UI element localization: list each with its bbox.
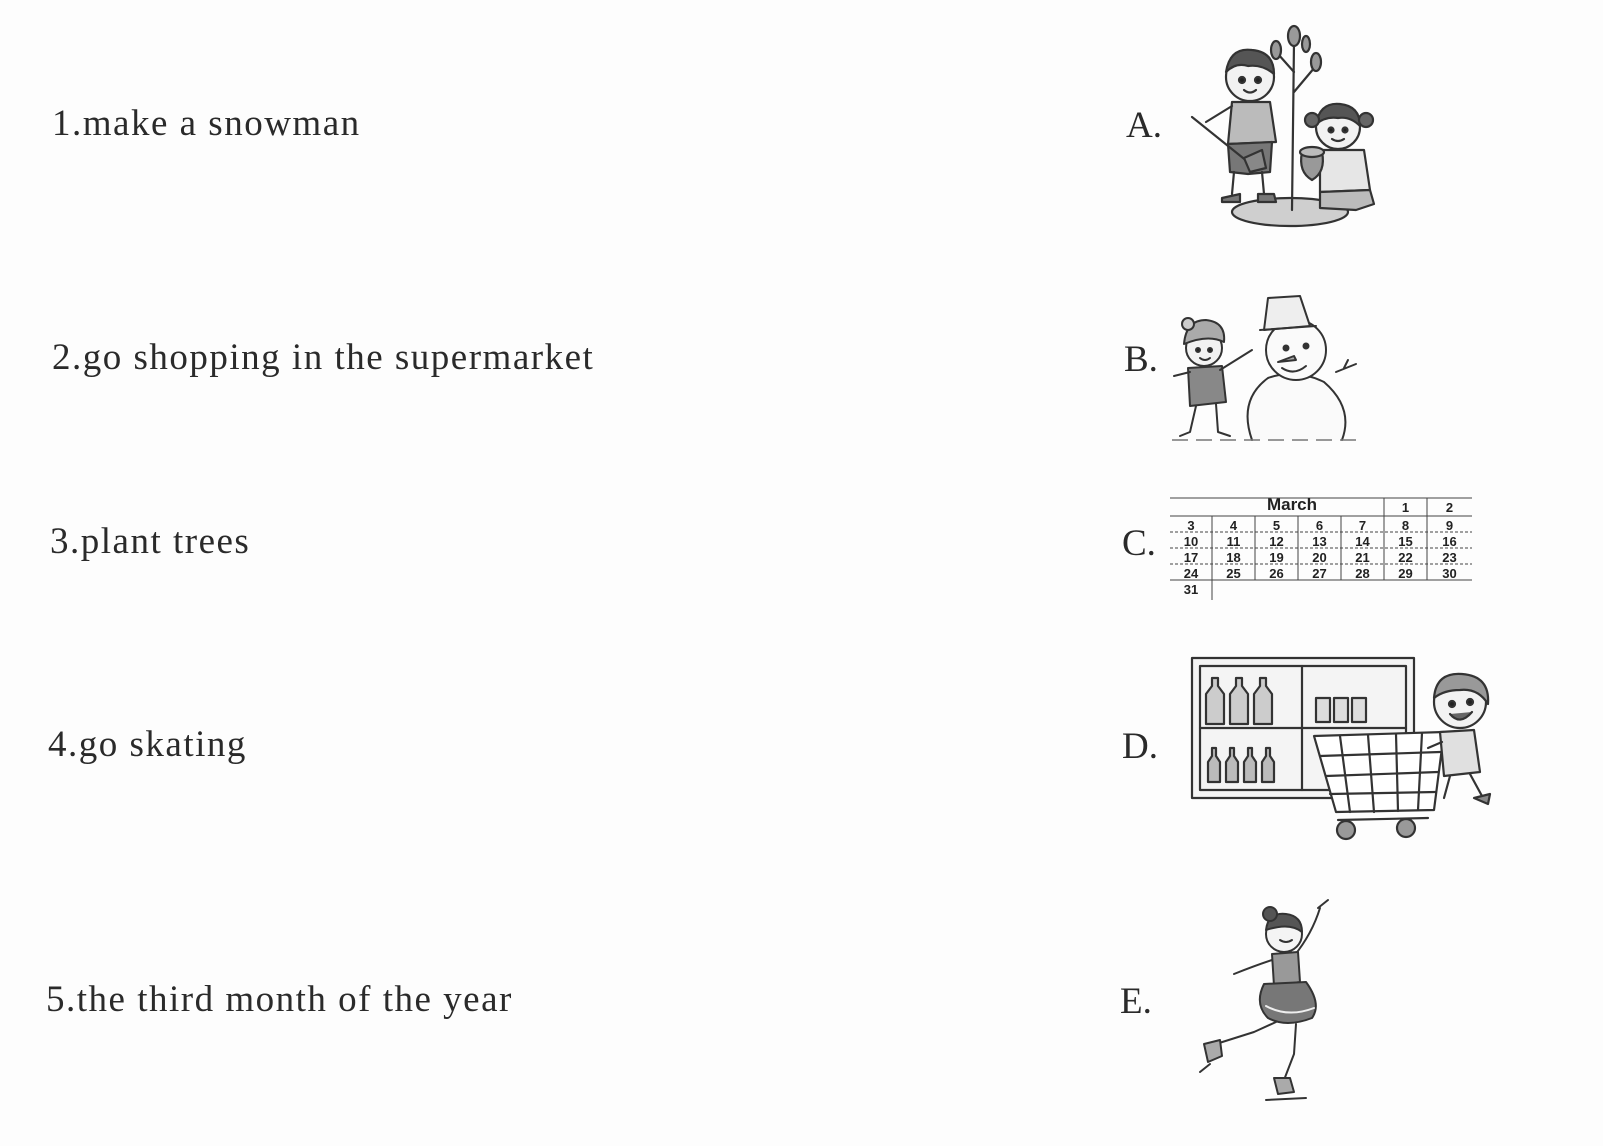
item-text: go skating	[78, 724, 247, 765]
calendar-day: 14	[1355, 534, 1370, 549]
calendar-day: 13	[1312, 534, 1327, 549]
snowman-illustration	[1168, 290, 1368, 450]
option-b-letter: B.	[1124, 339, 1158, 380]
calendar-day: 15	[1398, 534, 1413, 549]
item-1	[52, 102, 361, 145]
item-text: go shopping in the supermarket	[82, 337, 595, 378]
march-calendar	[1166, 490, 1476, 605]
item-number: 2.	[52, 337, 83, 378]
item-2	[52, 336, 594, 379]
calendar-day: 24	[1183, 566, 1199, 581]
calendar-day: 25	[1226, 566, 1241, 581]
item-number: 5.	[46, 979, 77, 1020]
calendar-month: March	[1266, 495, 1318, 514]
calendar-day: 30	[1442, 566, 1457, 581]
calendar-day: 8	[1401, 518, 1410, 533]
calendar-day: 21	[1355, 550, 1370, 565]
calendar-day: 17	[1183, 550, 1199, 565]
item-number: 4.	[48, 724, 79, 765]
calendar-day: 12	[1269, 534, 1284, 549]
calendar-day: 20	[1312, 550, 1327, 565]
calendar-day: 1	[1401, 500, 1410, 515]
item-5	[46, 978, 513, 1021]
calendar-day: 2	[1445, 500, 1454, 515]
calendar-day: 6	[1315, 518, 1324, 533]
calendar-day: 10	[1183, 534, 1199, 549]
option-d-letter: D.	[1122, 726, 1158, 767]
calendar-day: 18	[1226, 550, 1241, 565]
calendar-day: 4	[1229, 518, 1238, 533]
item-number: 3.	[50, 521, 81, 562]
calendar-day: 27	[1312, 566, 1327, 581]
calendar-day: 29	[1398, 566, 1413, 581]
calendar-day: 7	[1358, 518, 1367, 533]
calendar-day: 5	[1272, 518, 1281, 533]
item-text: make a snowman	[82, 103, 361, 144]
item-text: the third month of the year	[76, 979, 513, 1020]
calendar-day: 11	[1226, 534, 1241, 549]
planting-tree-illustration	[1170, 22, 1400, 232]
calendar-day: 16	[1442, 534, 1457, 549]
calendar-day: 9	[1445, 518, 1454, 533]
item-number: 1.	[52, 103, 83, 144]
option-c-letter: C.	[1122, 523, 1156, 564]
calendar-day: 28	[1355, 566, 1370, 581]
calendar-day: 22	[1398, 550, 1413, 565]
item-text: plant trees	[80, 521, 251, 562]
calendar-day: 3	[1187, 518, 1195, 533]
option-a-letter: A.	[1126, 105, 1162, 146]
calendar-day: 19	[1269, 550, 1284, 565]
calendar-day: 23	[1442, 550, 1457, 565]
skating-illustration	[1194, 894, 1344, 1109]
supermarket-illustration	[1188, 652, 1504, 852]
calendar-day: 31	[1183, 582, 1199, 597]
item-3	[50, 520, 250, 563]
option-e-letter: E.	[1120, 981, 1152, 1022]
item-4	[48, 723, 247, 766]
calendar-day: 26	[1269, 566, 1284, 581]
